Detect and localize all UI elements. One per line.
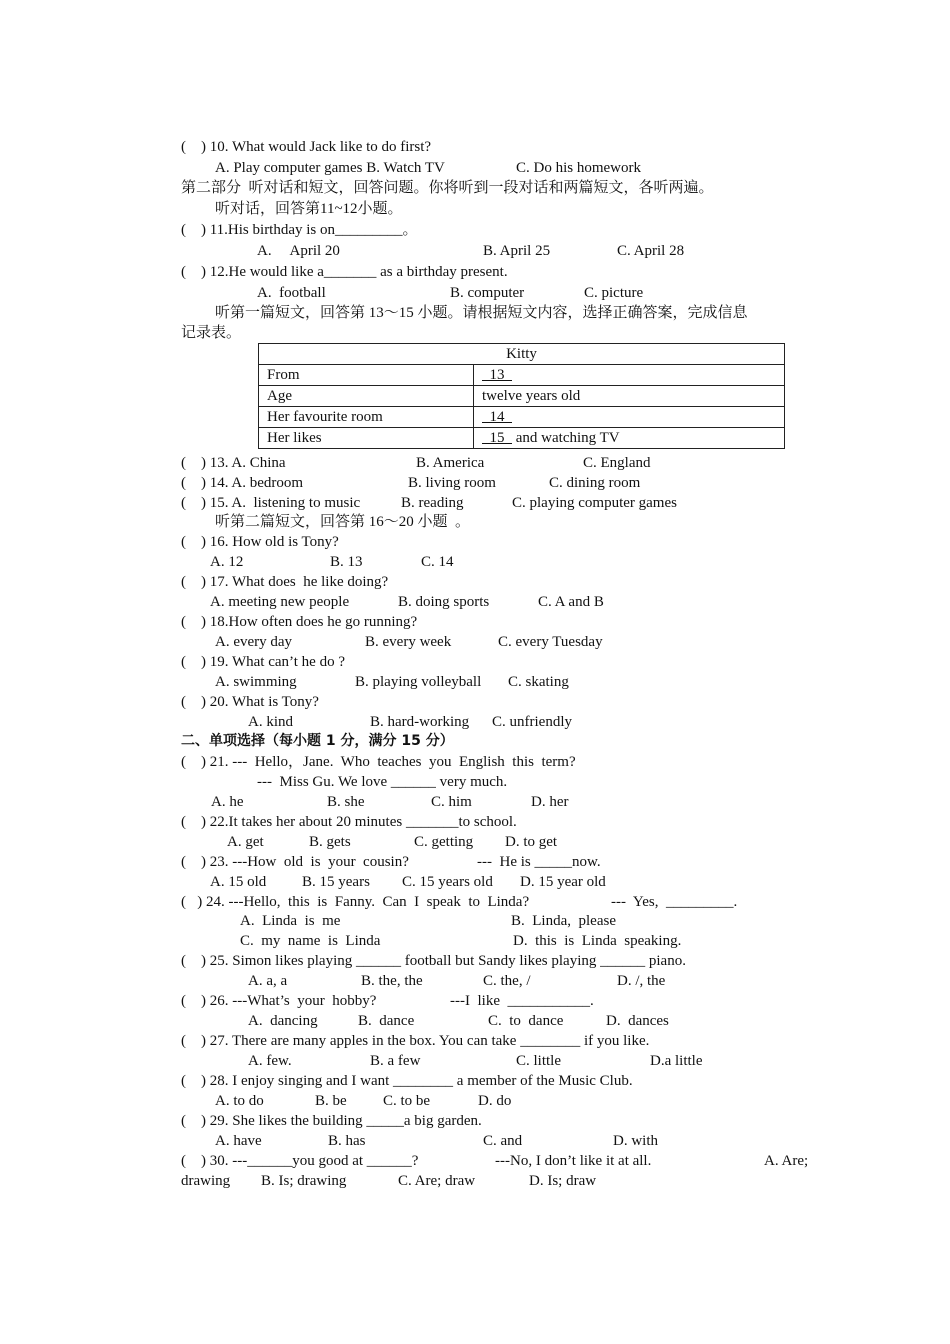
question-line: A. meeting new people [210,594,350,610]
question-line: A. April 20 [257,243,340,259]
question-line: ( ) 27. There are many apples in the box. You can take ________ if you like. [181,1033,650,1049]
question-line: 记录表。 [181,325,242,341]
answer-option: B. Linda, please [511,913,616,929]
answer-option: C. picture [584,285,644,301]
answer-option: D. Is; draw [529,1173,597,1189]
answer-option: B. doing sports [398,594,490,610]
answer-option: C. 14 [421,554,454,570]
question-line: A. have [215,1133,262,1149]
question-line: ( ) 17. What does he like doing? [181,574,389,590]
row-value: twelve years old [474,386,785,407]
question-line: A. Linda is me [240,913,341,929]
answer-option: B. has [328,1133,366,1149]
answer-blank: 13 [489,367,505,383]
answer-option: C. skating [508,674,569,690]
table-row [259,428,785,449]
answer-option: B. the, the [361,973,423,989]
question-line: ( ) 30. ---______you good at ______? [181,1153,419,1169]
question-line: A. 12 [210,554,244,570]
question-line: 听第二篇短文，回答第 16～20 小题 。 [215,514,471,530]
answer-option: D. 15 year old [520,874,606,890]
answer-option: B. she [327,794,365,810]
question-line: A. few. [248,1053,292,1069]
answer-option: C. A and B [538,594,604,610]
question-line: ( ) 15. A. listening to music [181,495,361,511]
question-line: A. every day [215,634,293,650]
answer-option: D.a little [650,1053,703,1069]
answer-option: C. April 28 [617,243,685,259]
question-line: ( ) 21. --- Hello，Jane. Who teaches you English this term? [181,754,576,770]
question-line: ( ) 20. What is Tony? [181,694,319,710]
kitty-info-table [258,343,785,449]
question-line: ( ) 29. She likes the building _____a big garden. [181,1113,482,1129]
answer-option: B. a few [370,1053,421,1069]
answer-option: B. gets [309,834,351,850]
answer-option: C. the, / [483,973,531,989]
question-line: ( ) 16. How old is Tony? [181,534,339,550]
answer-option: C. little [516,1053,561,1069]
question-line: ( ) 24. ---Hello, this is Fanny. Can I speak to Linda? [181,894,530,910]
answer-blank: 14 [489,409,505,425]
answer-option: A. Are; [764,1153,809,1169]
answer-option: B. playing volleyball [355,674,482,690]
row-label: Her likes [259,428,474,449]
answer-option: C. Do his homework [516,160,641,176]
answer-option: ---No, I don’t like it at all. [495,1153,652,1169]
question-line: A. to do [215,1093,264,1109]
question-line: --- Miss Gu. We love ______ very much. [257,774,508,790]
answer-option: C. to dance [488,1013,564,1029]
question-line: ( ) 23. ---How old is your cousin? [181,854,409,870]
answer-option: C. unfriendly [492,714,572,730]
row-label: Age [259,386,474,407]
table-title: Kitty [259,344,785,365]
question-line: ( ) 10. What would Jack like to do first? [181,139,432,155]
question-line: A. get [227,834,264,850]
answer-option: C. Are; draw [398,1173,476,1189]
answer-option: D. this is Linda speaking. [513,933,682,949]
answer-option: C. and [483,1133,523,1149]
table-row [259,365,785,386]
question-line: ( ) 22.It takes her about 20 minutes _______to school. [181,814,517,830]
question-line: ( ) 26. ---What’s your hobby? [181,993,377,1009]
question-line: A. 15 old [210,874,267,890]
answer-option: B. be [315,1093,347,1109]
question-line: drawing [181,1173,231,1189]
answer-option: C. playing computer games [512,495,677,511]
answer-option: C. him [431,794,472,810]
answer-option: B. computer [450,285,525,301]
question-line: ( ) 11.His birthday is on_________。 [181,222,418,238]
answer-option: D. dances [606,1013,669,1029]
answer-option: D. do [478,1093,512,1109]
answer-option: B. hard-working [370,714,470,730]
question-line: 第二部分 听对话和短文，回答问题。你将听到一段对话和两篇短文，各听两遍。 [181,180,714,196]
question-line: ( ) 28. I enjoy singing and I want ________ a member of the Music Club. [181,1073,633,1089]
row-value: 15 and watching TV [474,428,785,449]
answer-option: B. every week [365,634,452,650]
answer-option: C. England [583,455,651,471]
question-line: A. football [257,285,326,301]
answer-blank: 15 [489,430,505,446]
answer-option: ---I like ___________. [450,993,594,1009]
question-line: 听第一篇短文，回答第 13～15 小题。请根据短文内容，选择正确答案，完成信息 [215,305,748,321]
answer-option: C. every Tuesday [498,634,603,650]
answer-option: C. dining room [549,475,641,491]
answer-option: --- Yes, _________. [611,894,738,910]
answer-option: C. 15 years old [402,874,493,890]
answer-option: B. 15 years [302,874,370,890]
answer-option: D. with [613,1133,658,1149]
row-label: From [259,365,474,386]
question-line: A. dancing [248,1013,318,1029]
answer-option: B. reading [401,495,464,511]
question-line: 听对话，回答第11~12小题。 [215,201,403,217]
answer-option: B. dance [358,1013,415,1029]
question-line: A. swimming [215,674,297,690]
answer-option: C. to be [383,1093,431,1109]
answer-option: B. living room [408,475,496,491]
question-line: ( ) 18.How often does he go running? [181,614,418,630]
question-line: ( ) 14. A. bedroom [181,475,304,491]
answer-option: B. 13 [330,554,363,570]
question-line: A. he [211,794,244,810]
row-label: Her favourite room [259,407,474,428]
answer-option: B. America [416,455,485,471]
answer-option: D. to get [505,834,558,850]
question-line: 二、单项选择（每小题 1 分，满分 15 分） [181,733,454,749]
answer-option: C. getting [414,834,474,850]
question-line: C. my name is Linda [240,933,381,949]
row-value [474,365,785,386]
answer-option: --- He is _____now. [477,854,601,870]
question-line: A. kind [248,714,293,730]
table-row [259,386,785,407]
question-line: A. Play computer games B. Watch TV [215,160,445,176]
table-row [259,407,785,428]
row-value [474,407,785,428]
question-line: ( ) 12.He would like a_______ as a birthday present. [181,264,508,280]
answer-option: B. Is; drawing [261,1173,347,1189]
question-line: ( ) 13. A. China [181,455,286,471]
answer-option: D. /, the [617,973,666,989]
answer-option: B. April 25 [483,243,551,259]
question-line: ( ) 19. What can’t he do ? [181,654,345,670]
answer-option: D. her [531,794,569,810]
question-line: A. a, a [248,973,288,989]
question-line: ( ) 25. Simon likes playing ______ football but Sandy likes playing ______ piano. [181,953,686,969]
